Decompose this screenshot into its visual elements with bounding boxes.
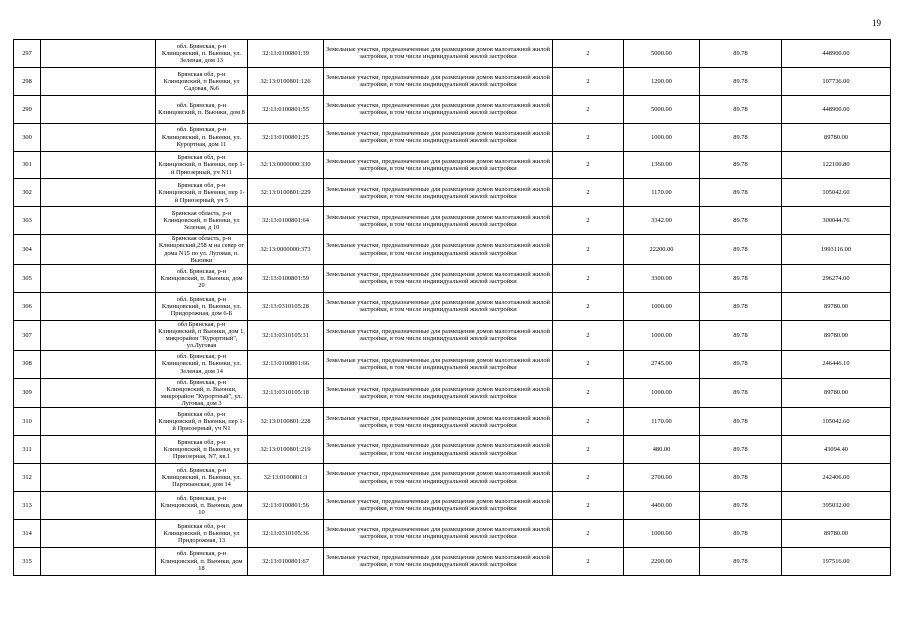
area-cell: 1170.00 <box>624 179 700 207</box>
rate-cell: 89.78 <box>700 492 782 520</box>
area-cell: 1000.00 <box>624 123 700 151</box>
row-number-cell: 303 <box>14 207 41 235</box>
table-row <box>14 492 891 520</box>
area-cell: 3300.00 <box>624 265 700 293</box>
group-cell: 2 <box>553 179 624 207</box>
row-number-cell: 297 <box>14 40 41 68</box>
row-number-cell: 314 <box>14 519 41 547</box>
address-cell: Брянская обл, р-н Клинцовский, п Вьюнки, пер 1-й Приозерный, уч 5 <box>156 179 248 207</box>
land-use-cell: Земельные участки, предназначенные для размещения домов малоэтажной жилой застройки, в том числе индивидуальной жилой застройки <box>324 235 553 265</box>
group-cell: 2 <box>553 464 624 492</box>
spacer-cell <box>41 492 156 520</box>
cadastral-number-cell: 32:13:0100801:229 <box>248 179 324 207</box>
group-cell: 2 <box>553 547 624 575</box>
rate-cell: 89.78 <box>700 95 782 123</box>
cadastral-number-cell: 32:13:0100801:59 <box>248 265 324 293</box>
area-cell: 1360.00 <box>624 151 700 179</box>
rate-cell: 89.78 <box>700 378 782 408</box>
area-cell: 5000.00 <box>624 40 700 68</box>
cadastral-value-cell: 246446.10 <box>782 350 891 378</box>
spacer-cell <box>41 350 156 378</box>
land-use-cell: Земельные участки, предназначенные для размещения домов малоэтажной жилой застройки, в том числе индивидуальной жилой застройки <box>324 547 553 575</box>
spacer-cell <box>41 207 156 235</box>
cadastral-number-cell: 32:13:0310105:36 <box>248 519 324 547</box>
area-cell: 5000.00 <box>624 95 700 123</box>
cadastral-value-cell: 107736.00 <box>782 67 891 95</box>
land-use-cell: Земельные участки, предназначенные для размещения домов малоэтажной жилой застройки, в том числе индивидуальной жилой застройки <box>324 350 553 378</box>
group-cell: 2 <box>553 350 624 378</box>
land-use-cell: Земельные участки, предназначенные для размещения домов малоэтажной жилой застройки, в том числе индивидуальной жилой застройки <box>324 40 553 68</box>
row-number-cell: 313 <box>14 492 41 520</box>
land-use-cell: Земельные участки, предназначенные для размещения домов малоэтажной жилой застройки, в том числе индивидуальной жилой застройки <box>324 151 553 179</box>
spacer-cell <box>41 95 156 123</box>
spacer-cell <box>41 265 156 293</box>
address-cell: Брянская обл, р-н Клинцовский, п Вьюнки, ул Приозерная, N7, кв.1 <box>156 436 248 464</box>
area-cell: 4400.00 <box>624 492 700 520</box>
area-cell: 2745.00 <box>624 350 700 378</box>
cadastral-value-cell: 1993116.00 <box>782 235 891 265</box>
area-cell: 480.00 <box>624 436 700 464</box>
row-number-cell: 312 <box>14 464 41 492</box>
rate-cell: 89.78 <box>700 292 782 320</box>
area-cell: 1000.00 <box>624 519 700 547</box>
land-use-cell: Земельные участки, предназначенные для размещения домов малоэтажной жилой застройки, в том числе индивидуальной жилой застройки <box>324 265 553 293</box>
land-use-cell: Земельные участки, предназначенные для размещения домов малоэтажной жилой застройки, в том числе индивидуальной жилой застройки <box>324 292 553 320</box>
table-row <box>14 67 891 95</box>
spacer-cell <box>41 235 156 265</box>
table-row <box>14 292 891 320</box>
address-cell: Брянская область, р-н Клинцовский, п Вьюнки, ул Зеленая, д 10 <box>156 207 248 235</box>
group-cell: 2 <box>553 292 624 320</box>
address-cell: Брянская обл, р-н Клинцовский, п Вьюнки, ул Садовая, №6 <box>156 67 248 95</box>
rate-cell: 89.78 <box>700 320 782 350</box>
cadastral-number-cell: 32:13:0310105:28 <box>248 292 324 320</box>
rate-cell: 89.78 <box>700 464 782 492</box>
table-row <box>14 179 891 207</box>
area-cell: 1200.00 <box>624 67 700 95</box>
cadastral-number-cell: 32:13:0310105:18 <box>248 378 324 408</box>
table-row <box>14 207 891 235</box>
land-use-cell: Земельные участки, предназначенные для размещения домов малоэтажной жилой застройки, в том числе индивидуальной жилой застройки <box>324 436 553 464</box>
cadastral-value-cell: 105042.60 <box>782 408 891 436</box>
table-row <box>14 378 891 408</box>
address-cell: Брянская обл, р-н Клинцовский, п Вьюнки, пер 1-й Приозерный, уч N1 <box>156 408 248 436</box>
row-number-cell: 298 <box>14 67 41 95</box>
cadastral-value-cell: 448900.00 <box>782 95 891 123</box>
cadastral-value-cell: 448900.00 <box>782 40 891 68</box>
spacer-cell <box>41 320 156 350</box>
table-row <box>14 436 891 464</box>
area-cell: 3342.00 <box>624 207 700 235</box>
area-cell: 1000.00 <box>624 292 700 320</box>
rate-cell: 89.78 <box>700 265 782 293</box>
land-use-cell: Земельные участки, предназначенные для размещения домов малоэтажной жилой застройки, в том числе индивидуальной жилой застройки <box>324 179 553 207</box>
cadastral-value-cell: 300044.76 <box>782 207 891 235</box>
table-row <box>14 350 891 378</box>
row-number-cell: 300 <box>14 123 41 151</box>
group-cell: 2 <box>553 207 624 235</box>
rate-cell: 89.78 <box>700 408 782 436</box>
address-cell: обл. Брянская, р-н Клинцовский, п. Вьюнки, ул. Придорожная, дом 6-Б <box>156 292 248 320</box>
cadastral-number-cell: 32:13:0100801:67 <box>248 547 324 575</box>
land-use-cell: Земельные участки, предназначенные для размещения домов малоэтажной жилой застройки, в том числе индивидуальной жилой застройки <box>324 464 553 492</box>
area-cell: 22200.00 <box>624 235 700 265</box>
address-cell: обл. Брянская, р-н Клинцовский, п. Вьюнки, ул. Зеленая, дом 13 <box>156 40 248 68</box>
land-use-cell: Земельные участки, предназначенные для размещения домов малоэтажной жилой застройки, в том числе индивидуальной жилой застройки <box>324 67 553 95</box>
address-cell: обл Брянская, р-н Клинцовский, п Вьюнки, дом 1, микрорайон "Курортный", ул.Луговая <box>156 320 248 350</box>
spacer-cell <box>41 378 156 408</box>
table-row <box>14 235 891 265</box>
land-use-cell: Земельные участки, предназначенные для размещения домов малоэтажной жилой застройки, в том числе индивидуальной жилой застройки <box>324 123 553 151</box>
cadastral-number-cell: 32:13:0000000:330 <box>248 151 324 179</box>
rate-cell: 89.78 <box>700 350 782 378</box>
table-row <box>14 519 891 547</box>
row-number-cell: 307 <box>14 320 41 350</box>
group-cell: 2 <box>553 408 624 436</box>
address-cell: обл. Брянская, р-н Клинцовский, п. Вьюнки, дом 18 <box>156 547 248 575</box>
spacer-cell <box>41 179 156 207</box>
group-cell: 2 <box>553 492 624 520</box>
spacer-cell <box>41 40 156 68</box>
table-body <box>14 40 891 576</box>
cadastral-value-cell: 89780.00 <box>782 378 891 408</box>
group-cell: 2 <box>553 151 624 179</box>
spacer-cell <box>41 519 156 547</box>
row-number-cell: 309 <box>14 378 41 408</box>
spacer-cell <box>41 408 156 436</box>
cadastral-number-cell: 32:13:0310105:31 <box>248 320 324 350</box>
table-row <box>14 123 891 151</box>
cadastral-value-cell: 89780.00 <box>782 320 891 350</box>
spacer-cell <box>41 547 156 575</box>
table-row <box>14 95 891 123</box>
cadastral-number-cell: 32:13:0100801:64 <box>248 207 324 235</box>
row-number-cell: 302 <box>14 179 41 207</box>
land-use-cell: Земельные участки, предназначенные для размещения домов малоэтажной жилой застройки, в том числе индивидуальной жилой застройки <box>324 408 553 436</box>
rate-cell: 89.78 <box>700 179 782 207</box>
cadastral-number-cell: 32:13:0100801:66 <box>248 350 324 378</box>
rate-cell: 89.78 <box>700 519 782 547</box>
cadastral-value-cell: 197516.00 <box>782 547 891 575</box>
row-number-cell: 306 <box>14 292 41 320</box>
cadastral-value-cell: 105042.60 <box>782 179 891 207</box>
spacer-cell <box>41 123 156 151</box>
land-use-cell: Земельные участки, предназначенные для размещения домов малоэтажной жилой застройки, в том числе индивидуальной жилой застройки <box>324 519 553 547</box>
cadastral-number-cell: 32:13:0100801:56 <box>248 492 324 520</box>
cadastral-number-cell: 32:13:0000000:373 <box>248 235 324 265</box>
address-cell: обл. Брянская, р-н Клинцовский, п. Вьюнки, дом 20 <box>156 265 248 293</box>
row-number-cell: 304 <box>14 235 41 265</box>
spacer-cell <box>41 67 156 95</box>
cadastral-value-cell: 89780.00 <box>782 519 891 547</box>
row-number-cell: 305 <box>14 265 41 293</box>
spacer-cell <box>41 292 156 320</box>
address-cell: обл. Брянская, р-н Клинцовский, п. Вьюнки, ул. Курортная, дом 11 <box>156 123 248 151</box>
row-number-cell: 315 <box>14 547 41 575</box>
spacer-cell <box>41 436 156 464</box>
rate-cell: 89.78 <box>700 40 782 68</box>
group-cell: 2 <box>553 40 624 68</box>
cadastral-number-cell: 32:13:0100801:126 <box>248 67 324 95</box>
address-cell: Брянская обл, р-н Клинцовский, п Вьюнки, пер 1-й Приозерный, уч N11 <box>156 151 248 179</box>
row-number-cell: 308 <box>14 350 41 378</box>
table-row <box>14 40 891 68</box>
rate-cell: 89.78 <box>700 547 782 575</box>
area-cell: 1170.00 <box>624 408 700 436</box>
land-use-cell: Земельные участки, предназначенные для размещения домов малоэтажной жилой застройки, в том числе индивидуальной жилой застройки <box>324 320 553 350</box>
group-cell: 2 <box>553 378 624 408</box>
cadastral-number-cell: 32:13:0100801:219 <box>248 436 324 464</box>
land-use-cell: Земельные участки, предназначенные для размещения домов малоэтажной жилой застройки, в том числе индивидуальной жилой застройки <box>324 378 553 408</box>
group-cell: 2 <box>553 265 624 293</box>
group-cell: 2 <box>553 519 624 547</box>
group-cell: 2 <box>553 123 624 151</box>
address-cell: обл. Брянская, р-н Клинцовский, п. Вьюнки, микрорайон "Курортный", ул. Луговая, дом 3 <box>156 378 248 408</box>
area-cell: 2200.00 <box>624 547 700 575</box>
cadastral-value-cell: 296274.00 <box>782 265 891 293</box>
cadastral-value-cell: 89780.00 <box>782 123 891 151</box>
land-use-cell: Земельные участки, предназначенные для размещения домов малоэтажной жилой застройки, в том числе индивидуальной жилой застройки <box>324 207 553 235</box>
group-cell: 2 <box>553 436 624 464</box>
table-row <box>14 464 891 492</box>
rate-cell: 89.78 <box>700 207 782 235</box>
area-cell: 1000.00 <box>624 320 700 350</box>
address-cell: Брянская обл, р-н Клинцовский, п Вьюнки, ул Придорожная, 13 <box>156 519 248 547</box>
address-cell: обл. Брянская, р-н Клинцовский, п. Вьюнки, дом 10 <box>156 492 248 520</box>
rate-cell: 89.78 <box>700 151 782 179</box>
table-row <box>14 151 891 179</box>
cadastral-number-cell: 32:13:0100801:39 <box>248 40 324 68</box>
cadastral-number-cell: 32:13:0100801:3 <box>248 464 324 492</box>
land-use-cell: Земельные участки, предназначенные для размещения домов малоэтажной жилой застройки, в том числе индивидуальной жилой застройки <box>324 95 553 123</box>
group-cell: 2 <box>553 320 624 350</box>
address-cell: обл. Брянская, р-н Клинцовский, п. Вьюнки, дом 8 <box>156 95 248 123</box>
row-number-cell: 310 <box>14 408 41 436</box>
cadastral-number-cell: 32:13:0100801:55 <box>248 95 324 123</box>
spacer-cell <box>41 151 156 179</box>
cadastral-value-cell: 395032.00 <box>782 492 891 520</box>
row-number-cell: 299 <box>14 95 41 123</box>
table-row <box>14 547 891 575</box>
table-row <box>14 320 891 350</box>
cadastral-value-cell: 89780.00 <box>782 292 891 320</box>
row-number-cell: 301 <box>14 151 41 179</box>
table-row <box>14 408 891 436</box>
cadastral-value-cell: 242406.00 <box>782 464 891 492</box>
cadastral-number-cell: 32:13:0100801:25 <box>248 123 324 151</box>
area-cell: 1000.00 <box>624 378 700 408</box>
rate-cell: 89.78 <box>700 123 782 151</box>
cadastral-value-cell: 43094.40 <box>782 436 891 464</box>
land-use-cell: Земельные участки, предназначенные для размещения домов малоэтажной жилой застройки, в том числе индивидуальной жилой застройки <box>324 492 553 520</box>
page-number: 19 <box>872 18 881 28</box>
group-cell: 2 <box>553 67 624 95</box>
rate-cell: 89.78 <box>700 67 782 95</box>
spacer-cell <box>41 464 156 492</box>
area-cell: 2700.00 <box>624 464 700 492</box>
land-registry-table <box>13 39 891 576</box>
rate-cell: 89.78 <box>700 235 782 265</box>
cadastral-number-cell: 32:13:0100801:228 <box>248 408 324 436</box>
cadastral-value-cell: 122100.80 <box>782 151 891 179</box>
address-cell: Брянская область, р-н Клинцовский,258 м на север от дома N15 по ул. Луговая, п. Вьюнки <box>156 235 248 265</box>
group-cell: 2 <box>553 95 624 123</box>
rate-cell: 89.78 <box>700 436 782 464</box>
row-number-cell: 311 <box>14 436 41 464</box>
address-cell: обл. Брянская, р-н Клинцовский, п. Вьюнки, ул. Партизанская, дом 14 <box>156 464 248 492</box>
address-cell: обл. Брянская, р-н Клинцовский, п. Вьюнки, ул. Зеленая, дом 14 <box>156 350 248 378</box>
group-cell: 2 <box>553 235 624 265</box>
table-row <box>14 265 891 293</box>
